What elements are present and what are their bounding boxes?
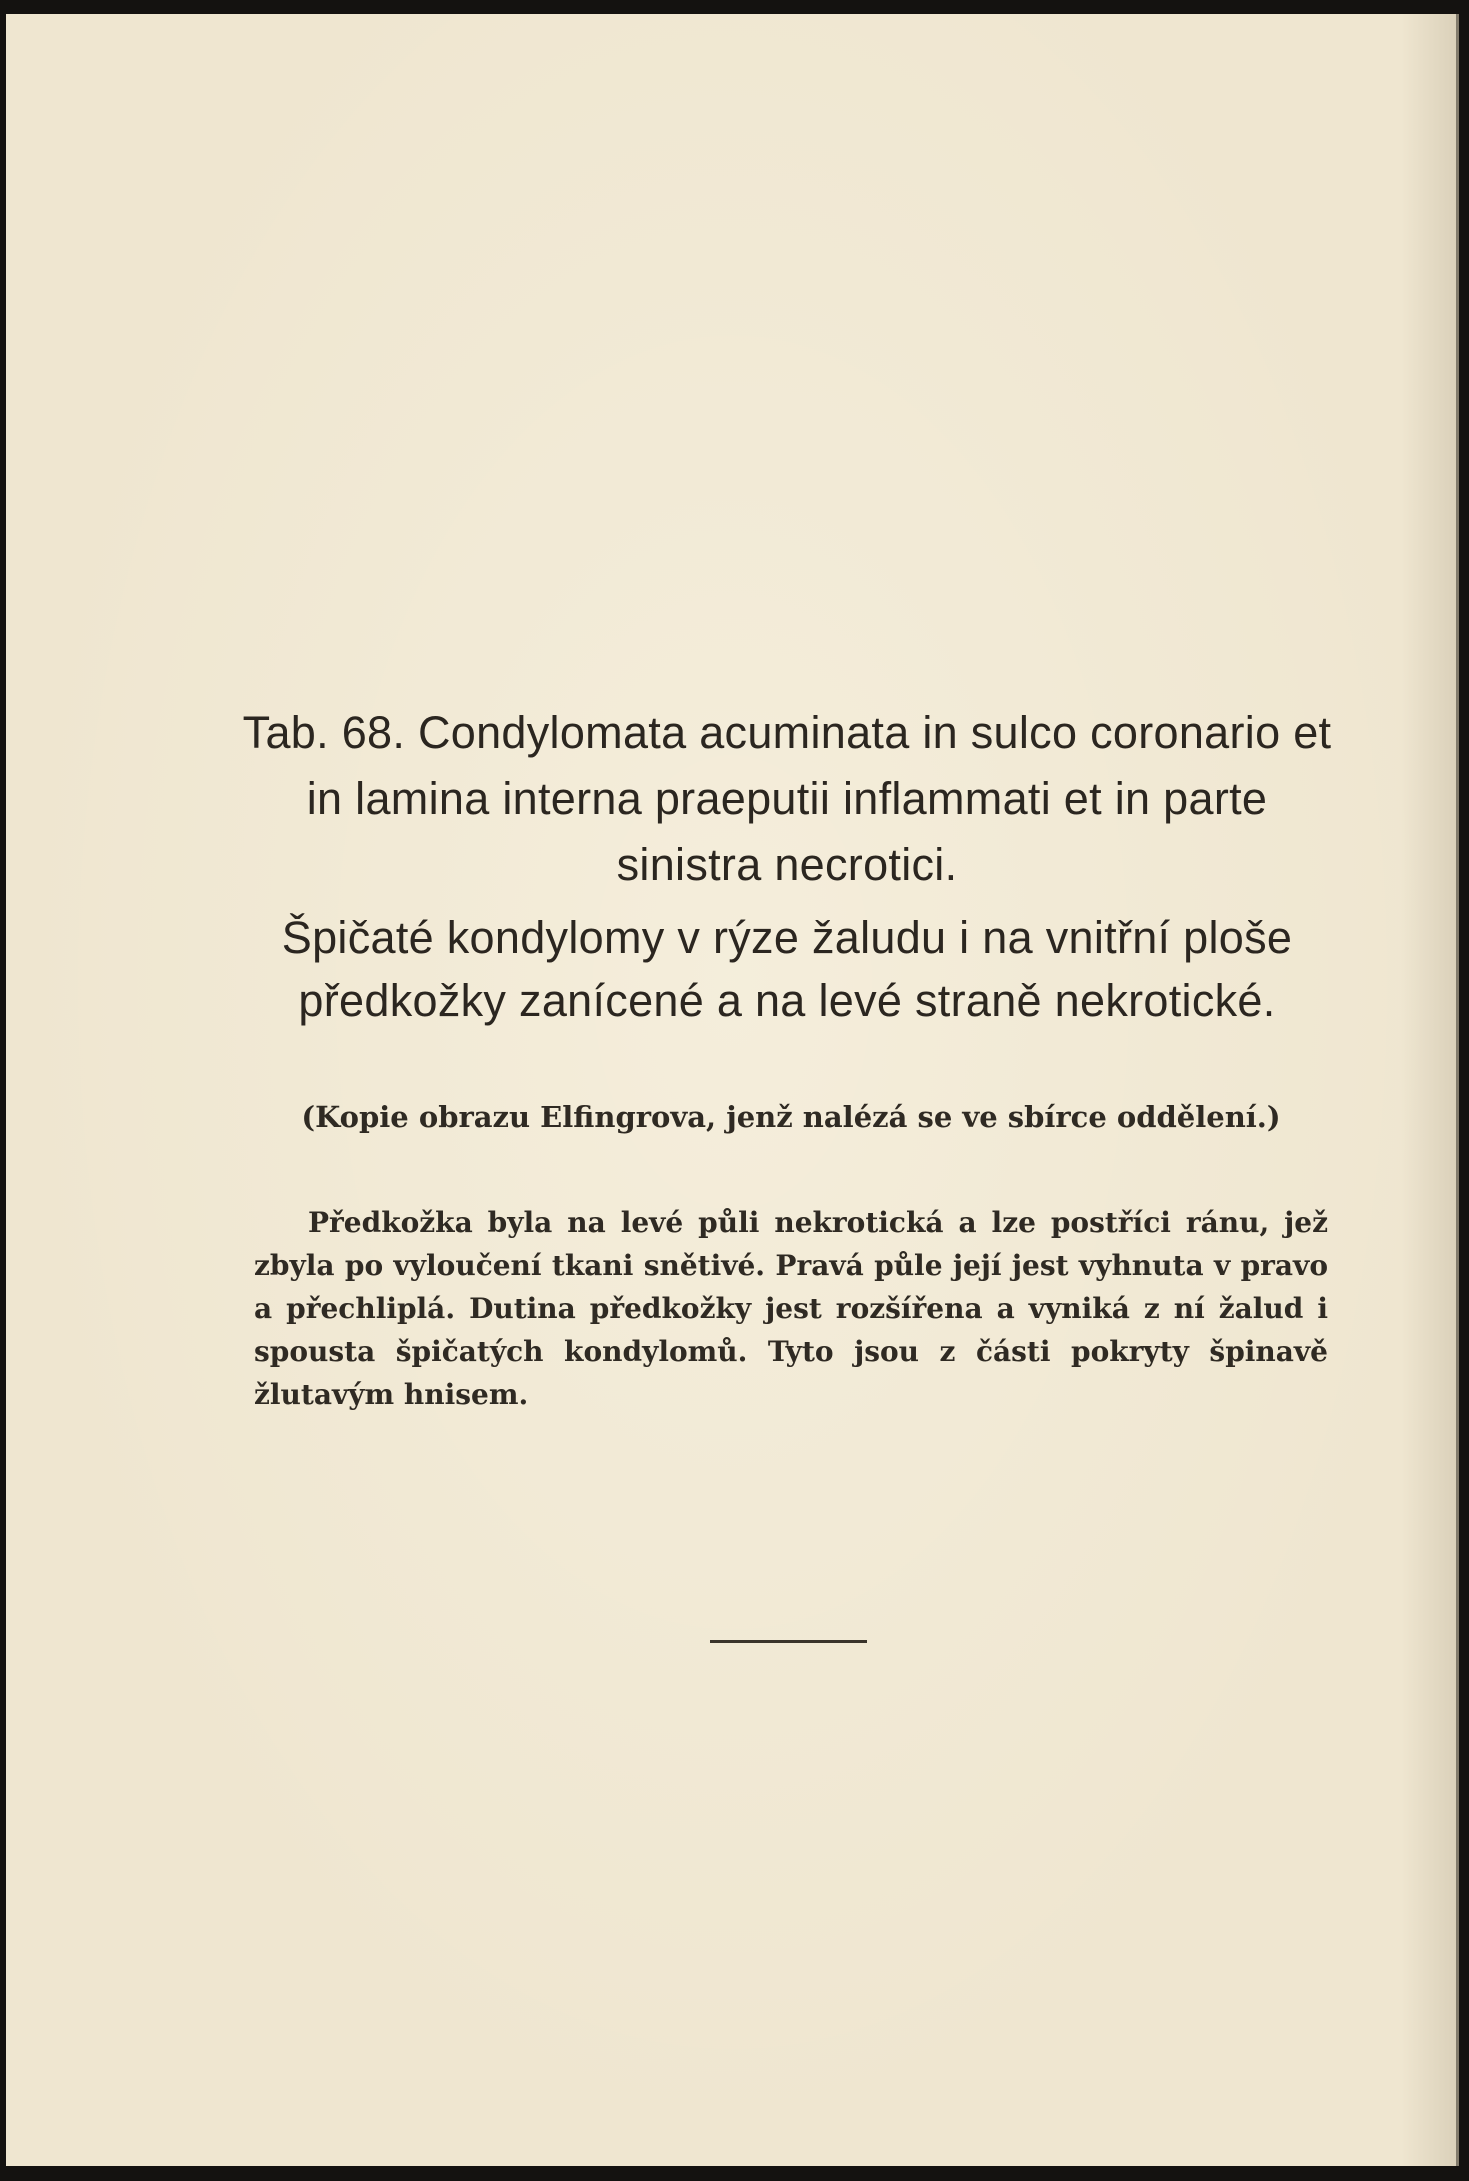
page [6, 14, 1459, 2166]
description-paragraph: Předkožka byla na levé půli nekrotická a lze postříci ránu, jež zbyla po vyloučení tkani snětivé. Pravá půle její jest vyhnuta v pravo a přechliplá. Dutina předkožky jest rozšířena a vyniká z ní žalud i spousta špičatých kondylomů. Tyto jsou z části pokryty špinavě žlutavým hnisem. [254, 1206, 1328, 1411]
page-edge-shadow [1456, 14, 1459, 2166]
czech-title: Špičaté kondylomy v rýze žaludu i na vnitřní ploše předkožky zanícené a na levé straně nekrotické. [281, 912, 1293, 1026]
latin-title: Tab. 68. Condylomata acuminata in sulco coronario et in lamina interna praeputii inflammati et in parte sinistra necrotici. [242, 707, 1332, 890]
plate-caption [232, 700, 1342, 1032]
source-note: (Kopie obrazu Elfingrova, jenž nalézá se ve sbírce oddělení.) [301, 1100, 1281, 1134]
end-rule-divider [710, 1640, 867, 1643]
